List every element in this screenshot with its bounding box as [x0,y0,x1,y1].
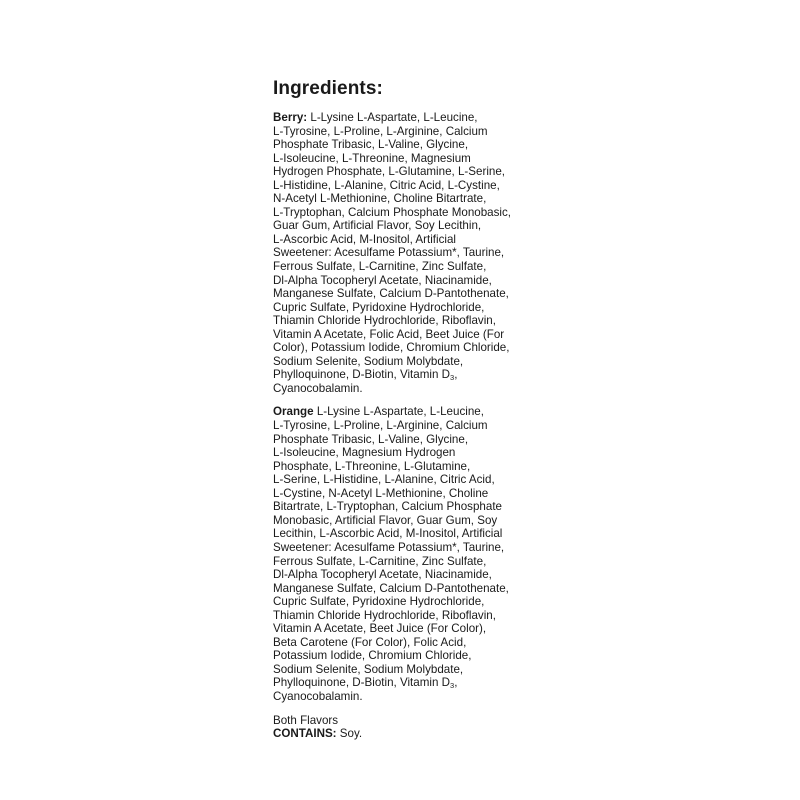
berry-line: Guar Gum, Artificial Flavor, Soy Lecithin, [273,219,482,233]
vitamin-d-subscript: 3 [450,373,455,383]
orange-line: L-Cystine, N-Acetyl L-Methionine, Choline [273,486,489,500]
orange-line: L-Isoleucine, Magnesium Hydrogen [273,446,456,460]
berry-line: N-Acetyl L-Methionine, Choline Bitartrate, [273,192,487,206]
orange-line: L-Serine, L-Histidine, L-Alanine, Citric Acid, [273,473,495,487]
vitamin-d-text: Phylloquinone, D-Biotin, Vitamin D [273,676,451,690]
orange-line: Sweetener: Acesulfame Potassium*, Taurine, [273,540,505,554]
orange-line: Bitartrate, L-Tryptophan, Calcium Phosphate [273,500,502,514]
ingredients-panel [273,78,535,741]
berry-line: Manganese Sulfate, Calcium D-Pantothenate, [273,287,509,301]
orange-line: Phosphate, L-Threonine, L-Glutamine, [273,459,471,473]
berry-line: L-Tryptophan, Calcium Phosphate Monobasic, [273,205,512,219]
berry-line: Vitamin A Acetate, Folic Acid, Beet Juice (For [273,327,505,341]
contains-value: Soy. [336,727,363,741]
orange-line: Phosphate Tribasic, L-Valine, Glycine, [273,432,469,446]
orange-line: Dl-Alpha Tocopheryl Acetate, Niacinamide, [273,568,492,582]
orange-first-line [273,405,535,419]
contains-label: CONTAINS: [273,727,337,741]
berry-line: Sweetener: Acesulfame Potassium*, Taurine, [273,246,505,260]
orange-label: Orange [273,405,314,419]
orange-line: Monobasic, Artificial Flavor, Guar Gum, Soy [273,513,498,527]
berry-line: Color), Potassium Iodide, Chromium Chloride, [273,341,510,355]
vitamin-d-comma: , [454,368,458,382]
berry-line: Phosphate Tribasic, L-Valine, Glycine, [273,138,469,152]
berry-line: L-Histidine, L-Alanine, Citric Acid, L-Cystine, [273,178,500,192]
orange-line: Cupric Sulfate, Pyridoxine Hydrochloride, [273,595,485,609]
orange-vitamin-d-line [273,676,535,690]
berry-first-line [273,111,535,125]
both-flavors-text: Both Flavors [273,713,339,727]
footer-notes [273,714,535,741]
berry-line: L-Lysine L-Aspartate, L-Leucine, [307,111,478,124]
orange-line: Sodium Selenite, Sodium Molybdate, [273,662,464,676]
orange-line: L-Tyrosine, L-Proline, L-Arginine, Calcium [273,419,488,433]
berry-line: L-Tyrosine, L-Proline, L-Arginine, Calcium [273,124,488,138]
berry-ingredients [273,111,535,395]
orange-line: Potassium Iodide, Chromium Chloride, [273,649,472,663]
orange-line: Vitamin A Acetate, Beet Juice (For Color), [273,622,487,636]
berry-label: Berry: [273,111,308,124]
berry-vitamin-d-line [273,368,535,382]
orange-line: Manganese Sulfate, Calcium D-Pantothenate, [273,581,509,595]
orange-ingredients [273,405,535,703]
orange-line: Lecithin, L-Ascorbic Acid, M-Inositol, Artificial [273,527,503,541]
vitamin-d-comma: , [454,676,458,690]
orange-last-line: Cyanocobalamin. [273,689,363,703]
berry-line: Thiamin Chloride Hydrochloride, Riboflavin, [273,314,496,328]
berry-line: L-Ascorbic Acid, M-Inositol, Artificial [273,232,456,246]
berry-last-line: Cyanocobalamin. [273,381,363,395]
orange-line: Thiamin Chloride Hydrochloride, Riboflavin, [273,608,496,622]
orange-line: Beta Carotene (For Color), Folic Acid, [273,635,467,649]
vitamin-d-text: Phylloquinone, D-Biotin, Vitamin D [273,368,451,382]
berry-line: L-Isoleucine, L-Threonine, Magnesium [273,151,471,165]
contains-line [273,727,535,741]
orange-line: Ferrous Sulfate, L-Carnitine, Zinc Sulfate, [273,554,487,568]
berry-line: Sodium Selenite, Sodium Molybdate, [273,354,464,368]
berry-line: Dl-Alpha Tocopheryl Acetate, Niacinamide, [273,273,492,287]
berry-line: Hydrogen Phosphate, L-Glutamine, L-Serine, [273,165,506,179]
ingredients-title: Ingredients: [273,78,383,99]
berry-line: Ferrous Sulfate, L-Carnitine, Zinc Sulfate, [273,260,487,274]
vitamin-d-subscript: 3 [450,681,455,691]
berry-line: Cupric Sulfate, Pyridoxine Hydrochloride, [273,300,485,314]
orange-line: L-Lysine L-Aspartate, L-Leucine, [313,405,484,419]
